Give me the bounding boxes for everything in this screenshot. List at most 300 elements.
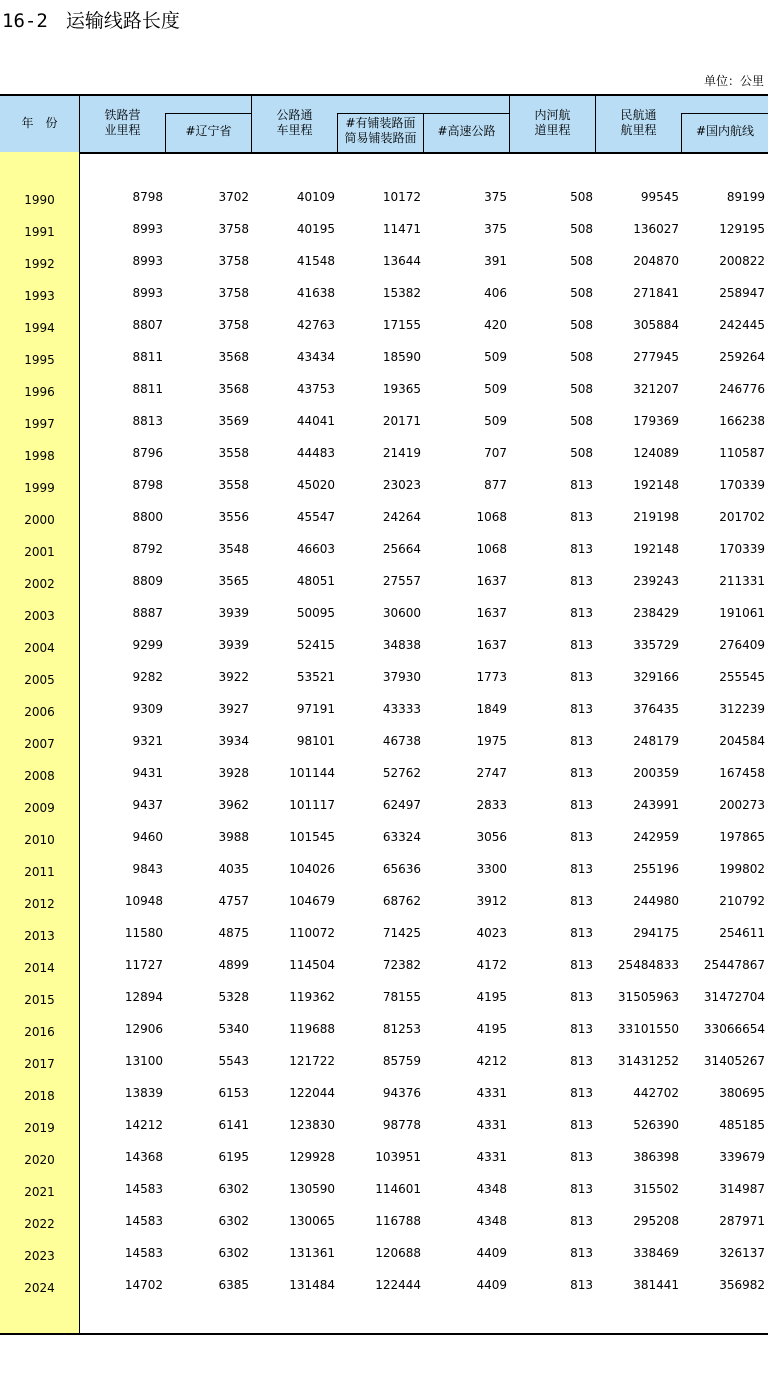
cell-air: 192148: [633, 542, 679, 556]
header-air: 民航通 航里程: [620, 108, 657, 137]
cell-road-paved: 43333: [382, 702, 421, 716]
cell-road: 123830: [289, 1118, 335, 1132]
table-row: [0, 796, 768, 828]
year-cell: 2004: [24, 641, 55, 655]
header-rail-liaoning: #辽宁省: [185, 124, 232, 138]
cell-river: 813: [570, 990, 593, 1004]
cell-road: 110072: [289, 926, 335, 940]
cell-road-paved: 65636: [382, 862, 421, 876]
cell-river: 813: [570, 798, 593, 812]
cell-road-paved: 46738: [382, 734, 421, 748]
cell-highway: 406: [484, 286, 507, 300]
year-cell: 1991: [24, 225, 55, 239]
cell-air: 242959: [633, 830, 679, 844]
cell-air: 25484833: [617, 958, 679, 972]
year-cell: 2023: [24, 1249, 55, 1263]
table-row: [0, 476, 768, 508]
cell-road-paved: 52762: [382, 766, 421, 780]
cell-road: 40195: [296, 222, 335, 236]
cell-rail-liaoning: 6302: [218, 1214, 249, 1228]
cell-road: 119688: [289, 1022, 335, 1036]
table-row: [0, 1084, 768, 1116]
cell-air: 295208: [633, 1214, 679, 1228]
cell-air-domestic: 166238: [719, 414, 765, 428]
cell-rail-liaoning: 6385: [218, 1278, 249, 1292]
cell-road-paved: 27557: [382, 574, 421, 588]
cell-highway: 375: [484, 222, 507, 236]
cell-road-paved: 37930: [382, 670, 421, 684]
cell-rail: 8993: [132, 286, 163, 300]
cell-air-domestic: 170339: [719, 478, 765, 492]
cell-air-domestic: 129195: [719, 222, 765, 236]
cell-rail: 12906: [124, 1022, 163, 1036]
cell-river: 813: [570, 958, 593, 972]
cell-rail: 13100: [124, 1054, 163, 1068]
year-cell: 1992: [24, 257, 55, 271]
cell-highway: 4409: [476, 1278, 507, 1292]
cell-rail-liaoning: 3922: [218, 670, 249, 684]
cell-rail: 9437: [132, 798, 163, 812]
cell-road: 114504: [289, 958, 335, 972]
cell-highway: 375: [484, 190, 507, 204]
cell-river: 813: [570, 1022, 593, 1036]
table-header: [0, 94, 768, 154]
cell-river: 508: [570, 382, 593, 396]
cell-road-paved: 85759: [382, 1054, 421, 1068]
table-row: [0, 604, 768, 636]
table-row: [0, 412, 768, 444]
cell-highway: 4331: [476, 1150, 507, 1164]
cell-river: 508: [570, 254, 593, 268]
cell-air-domestic: 326137: [719, 1246, 765, 1260]
year-cell: 2009: [24, 801, 55, 815]
cell-rail: 9282: [132, 670, 163, 684]
cell-rail-liaoning: 3556: [218, 510, 249, 524]
cell-rail-liaoning: 6141: [218, 1118, 249, 1132]
year-cell: 2010: [24, 833, 55, 847]
cell-rail: 8796: [132, 446, 163, 460]
cell-highway: 1637: [476, 574, 507, 588]
cell-river: 813: [570, 1086, 593, 1100]
table-number: 16-2: [2, 10, 48, 32]
cell-road: 44483: [296, 446, 335, 460]
cell-road: 43753: [296, 382, 335, 396]
cell-air: 244980: [633, 894, 679, 908]
cell-air-domestic: 287971: [719, 1214, 765, 1228]
cell-rail: 9431: [132, 766, 163, 780]
cell-rail-liaoning: 3939: [218, 638, 249, 652]
table-row: [0, 540, 768, 572]
cell-highway: 2833: [476, 798, 507, 812]
year-cell: 1995: [24, 353, 55, 367]
year-cell: 2013: [24, 929, 55, 943]
cell-road: 104026: [289, 862, 335, 876]
cell-air-domestic: 167458: [719, 766, 765, 780]
cell-rail: 12894: [124, 990, 163, 1004]
table-row: [0, 988, 768, 1020]
year-cell: 2002: [24, 577, 55, 591]
cell-rail: 8811: [132, 350, 163, 364]
cell-road-paved: 20171: [382, 414, 421, 428]
table-row: [0, 924, 768, 956]
table-body: [0, 188, 768, 1308]
cell-rail: 8809: [132, 574, 163, 588]
cell-road: 48051: [296, 574, 335, 588]
cell-rail-liaoning: 3939: [218, 606, 249, 620]
cell-air: 315502: [633, 1182, 679, 1196]
cell-air: 31431252: [617, 1054, 679, 1068]
cell-river: 813: [570, 510, 593, 524]
cell-rail: 8807: [132, 318, 163, 332]
cell-air-domestic: 255545: [719, 670, 765, 684]
cell-road-paved: 34838: [382, 638, 421, 652]
cell-air-domestic: 170339: [719, 542, 765, 556]
cell-rail-liaoning: 3934: [218, 734, 249, 748]
cell-road-paved: 10172: [382, 190, 421, 204]
cell-road: 41638: [296, 286, 335, 300]
table-row: [0, 700, 768, 732]
cell-rail-liaoning: 4875: [218, 926, 249, 940]
table-row: [0, 508, 768, 540]
cell-road-paved: 24264: [382, 510, 421, 524]
table-row: [0, 284, 768, 316]
cell-road-paved: 94376: [382, 1086, 421, 1100]
table-row: [0, 1244, 768, 1276]
cell-rail-liaoning: 4757: [218, 894, 249, 908]
cell-river: 813: [570, 1278, 593, 1292]
cell-river: 813: [570, 670, 593, 684]
cell-road-paved: 13644: [382, 254, 421, 268]
year-cell: 2000: [24, 513, 55, 527]
cell-rail: 11580: [124, 926, 163, 940]
cell-rail-liaoning: 3548: [218, 542, 249, 556]
cell-road-paved: 15382: [382, 286, 421, 300]
cell-road: 131484: [289, 1278, 335, 1292]
table-row: [0, 316, 768, 348]
header-air-domestic: #国内航线: [695, 124, 755, 138]
cell-road: 97191: [296, 702, 335, 716]
table-row: [0, 668, 768, 700]
cell-road-paved: 30600: [382, 606, 421, 620]
cell-rail-liaoning: 3565: [218, 574, 249, 588]
table-row: [0, 732, 768, 764]
cell-rail: 8993: [132, 222, 163, 236]
year-cell: 1993: [24, 289, 55, 303]
cell-rail-liaoning: 6302: [218, 1246, 249, 1260]
cell-river: 813: [570, 1118, 593, 1132]
cell-highway: 1068: [476, 510, 507, 524]
cell-rail: 8811: [132, 382, 163, 396]
cell-highway: 1637: [476, 606, 507, 620]
cell-air: 204870: [633, 254, 679, 268]
cell-rail: 9299: [132, 638, 163, 652]
cell-highway: 4331: [476, 1118, 507, 1132]
cell-rail: 13839: [124, 1086, 163, 1100]
cell-river: 813: [570, 478, 593, 492]
cell-road-paved: 18590: [382, 350, 421, 364]
cell-air: 200359: [633, 766, 679, 780]
year-cell: 2020: [24, 1153, 55, 1167]
cell-air-domestic: 201702: [719, 510, 765, 524]
table-row: [0, 636, 768, 668]
cell-road: 131361: [289, 1246, 335, 1260]
cell-river: 508: [570, 190, 593, 204]
cell-river: 813: [570, 574, 593, 588]
cell-air: 33101550: [617, 1022, 679, 1036]
cell-rail: 14702: [124, 1278, 163, 1292]
cell-road: 98101: [296, 734, 335, 748]
year-cell: 2016: [24, 1025, 55, 1039]
cell-air: 219198: [633, 510, 679, 524]
cell-highway: 4212: [476, 1054, 507, 1068]
header-road-paved: #有铺装路面 简易铺装路面: [344, 116, 417, 145]
cell-river: 813: [570, 702, 593, 716]
cell-road-paved: 103951: [375, 1150, 421, 1164]
cell-road: 101117: [289, 798, 335, 812]
cell-rail: 9321: [132, 734, 163, 748]
table-row: [0, 860, 768, 892]
cell-road-paved: 23023: [382, 478, 421, 492]
cell-air-domestic: 33066654: [703, 1022, 765, 1036]
year-cell: 2008: [24, 769, 55, 783]
cell-river: 813: [570, 734, 593, 748]
table-row: [0, 1052, 768, 1084]
cell-air-domestic: 276409: [719, 638, 765, 652]
cell-air: 255196: [633, 862, 679, 876]
cell-air-domestic: 246776: [719, 382, 765, 396]
cell-river: 813: [570, 894, 593, 908]
cell-air-domestic: 380695: [719, 1086, 765, 1100]
cell-air-domestic: 314987: [719, 1182, 765, 1196]
cell-rail-liaoning: 5543: [218, 1054, 249, 1068]
cell-rail: 8798: [132, 478, 163, 492]
cell-rail: 9843: [132, 862, 163, 876]
cell-air-domestic: 259264: [719, 350, 765, 364]
cell-road: 40109: [296, 190, 335, 204]
table-row: [0, 1020, 768, 1052]
cell-rail-liaoning: 6195: [218, 1150, 249, 1164]
cell-road-paved: 78155: [382, 990, 421, 1004]
cell-highway: 1975: [476, 734, 507, 748]
cell-road-paved: 122444: [375, 1278, 421, 1292]
year-cell: 2007: [24, 737, 55, 751]
cell-rail-liaoning: 3702: [218, 190, 249, 204]
cell-air: 386398: [633, 1150, 679, 1164]
cell-rail-liaoning: 5328: [218, 990, 249, 1004]
cell-road: 43434: [296, 350, 335, 364]
cell-highway: 509: [484, 382, 507, 396]
cell-rail-liaoning: 3928: [218, 766, 249, 780]
cell-river: 813: [570, 1054, 593, 1068]
cell-road: 52415: [296, 638, 335, 652]
table-row: [0, 764, 768, 796]
table-row: [0, 348, 768, 380]
table-title: 运输线路长度: [65, 10, 180, 32]
year-cell: 2011: [24, 865, 55, 879]
cell-air: 99545: [640, 190, 679, 204]
cell-highway: 3300: [476, 862, 507, 876]
header-road: 公路通 车里程: [276, 108, 313, 137]
cell-air: 381441: [633, 1278, 679, 1292]
cell-highway: 4195: [476, 1022, 507, 1036]
cell-rail: 8798: [132, 190, 163, 204]
year-cell: 1999: [24, 481, 55, 495]
cell-rail-liaoning: 5340: [218, 1022, 249, 1036]
cell-river: 813: [570, 1150, 593, 1164]
cell-air-domestic: 258947: [719, 286, 765, 300]
cell-rail-liaoning: 3927: [218, 702, 249, 716]
cell-road: 45020: [296, 478, 335, 492]
cell-air-domestic: 199802: [719, 862, 765, 876]
cell-air-domestic: 339679: [719, 1150, 765, 1164]
cell-rail-liaoning: 3558: [218, 446, 249, 460]
cell-road: 46603: [296, 542, 335, 556]
unit-label: 单位：公里: [703, 74, 764, 88]
cell-rail-liaoning: 6302: [218, 1182, 249, 1196]
cell-air: 526390: [633, 1118, 679, 1132]
table-row: [0, 188, 768, 220]
cell-rail-liaoning: 4035: [218, 862, 249, 876]
cell-air: 329166: [633, 670, 679, 684]
header-year: 年 份: [21, 116, 58, 130]
cell-air: 31505963: [617, 990, 679, 1004]
cell-highway: 1849: [476, 702, 507, 716]
cell-rail: 8993: [132, 254, 163, 268]
cell-air-domestic: 110587: [719, 446, 765, 460]
table-row: [0, 1276, 768, 1308]
cell-road: 122044: [289, 1086, 335, 1100]
cell-rail: 14583: [124, 1246, 163, 1260]
cell-rail: 11727: [124, 958, 163, 972]
cell-air-domestic: 89199: [726, 190, 765, 204]
cell-road-paved: 21419: [382, 446, 421, 460]
cell-rail-liaoning: 3558: [218, 478, 249, 492]
cell-river: 813: [570, 1246, 593, 1260]
cell-river: 813: [570, 542, 593, 556]
cell-air: 243991: [633, 798, 679, 812]
cell-air: 124089: [633, 446, 679, 460]
cell-road-paved: 11471: [382, 222, 421, 236]
header-highway: #高速公路: [437, 124, 496, 138]
cell-air: 136027: [633, 222, 679, 236]
cell-highway: 4023: [476, 926, 507, 940]
cell-rail-liaoning: 4899: [218, 958, 249, 972]
cell-air-domestic: 242445: [719, 318, 765, 332]
header-river: 内河航 道里程: [534, 108, 571, 137]
cell-river: 813: [570, 766, 593, 780]
cell-road-paved: 19365: [382, 382, 421, 396]
cell-river: 508: [570, 286, 593, 300]
cell-rail: 14368: [124, 1150, 163, 1164]
cell-rail-liaoning: 3758: [218, 254, 249, 268]
cell-river: 508: [570, 446, 593, 460]
cell-road: 101545: [289, 830, 335, 844]
table-row: [0, 828, 768, 860]
cell-air-domestic: 25447867: [703, 958, 765, 972]
table-row: [0, 444, 768, 476]
cell-road-paved: 62497: [382, 798, 421, 812]
cell-rail: 14583: [124, 1182, 163, 1196]
cell-highway: 2747: [476, 766, 507, 780]
year-cell: 1994: [24, 321, 55, 335]
cell-highway: 1637: [476, 638, 507, 652]
cell-river: 813: [570, 926, 593, 940]
cell-road: 53521: [296, 670, 335, 684]
cell-rail-liaoning: 3568: [218, 350, 249, 364]
year-cell: 2022: [24, 1217, 55, 1231]
year-cell: 2006: [24, 705, 55, 719]
cell-rail: 8800: [132, 510, 163, 524]
cell-air: 294175: [633, 926, 679, 940]
cell-road: 121722: [289, 1054, 335, 1068]
cell-river: 508: [570, 350, 593, 364]
cell-rail-liaoning: 6153: [218, 1086, 249, 1100]
cell-air-domestic: 200273: [719, 798, 765, 812]
cell-road: 50095: [296, 606, 335, 620]
cell-air: 442702: [633, 1086, 679, 1100]
cell-rail: 14583: [124, 1214, 163, 1228]
cell-rail-liaoning: 3568: [218, 382, 249, 396]
cell-air-domestic: 31472704: [703, 990, 765, 1004]
cell-river: 813: [570, 606, 593, 620]
cell-rail-liaoning: 3758: [218, 318, 249, 332]
cell-rail-liaoning: 3758: [218, 222, 249, 236]
cell-air: 239243: [633, 574, 679, 588]
cell-air-domestic: 197865: [719, 830, 765, 844]
cell-river: 508: [570, 318, 593, 332]
cell-rail: 9460: [132, 830, 163, 844]
cell-air: 376435: [633, 702, 679, 716]
cell-air: 305884: [633, 318, 679, 332]
year-cell: 2001: [24, 545, 55, 559]
cell-air-domestic: 312239: [719, 702, 765, 716]
cell-road-paved: 68762: [382, 894, 421, 908]
cell-rail: 9309: [132, 702, 163, 716]
cell-road-paved: 25664: [382, 542, 421, 556]
cell-road: 42763: [296, 318, 335, 332]
cell-air: 179369: [633, 414, 679, 428]
cell-highway: 509: [484, 414, 507, 428]
cell-air-domestic: 191061: [719, 606, 765, 620]
cell-road: 45547: [296, 510, 335, 524]
cell-road-paved: 120688: [375, 1246, 421, 1260]
year-cell: 2021: [24, 1185, 55, 1199]
cell-rail-liaoning: 3569: [218, 414, 249, 428]
cell-road-paved: 114601: [375, 1182, 421, 1196]
cell-air: 335729: [633, 638, 679, 652]
table-row: [0, 252, 768, 284]
cell-highway: 3912: [476, 894, 507, 908]
year-cell: 2003: [24, 609, 55, 623]
table-row: [0, 380, 768, 412]
year-cell: 2018: [24, 1089, 55, 1103]
cell-air-domestic: 485185: [719, 1118, 765, 1132]
cell-river: 508: [570, 414, 593, 428]
year-cell: 2024: [24, 1281, 55, 1295]
table-row: [0, 1212, 768, 1244]
cell-river: 508: [570, 222, 593, 236]
cell-highway: 877: [484, 478, 507, 492]
header-rail: 铁路营 业里程: [104, 108, 141, 137]
cell-road: 129928: [289, 1150, 335, 1164]
cell-road-paved: 63324: [382, 830, 421, 844]
cell-air: 238429: [633, 606, 679, 620]
year-cell: 1997: [24, 417, 55, 431]
cell-river: 813: [570, 862, 593, 876]
table-row: [0, 956, 768, 988]
cell-road-paved: 71425: [382, 926, 421, 940]
cell-air-domestic: 200822: [719, 254, 765, 268]
